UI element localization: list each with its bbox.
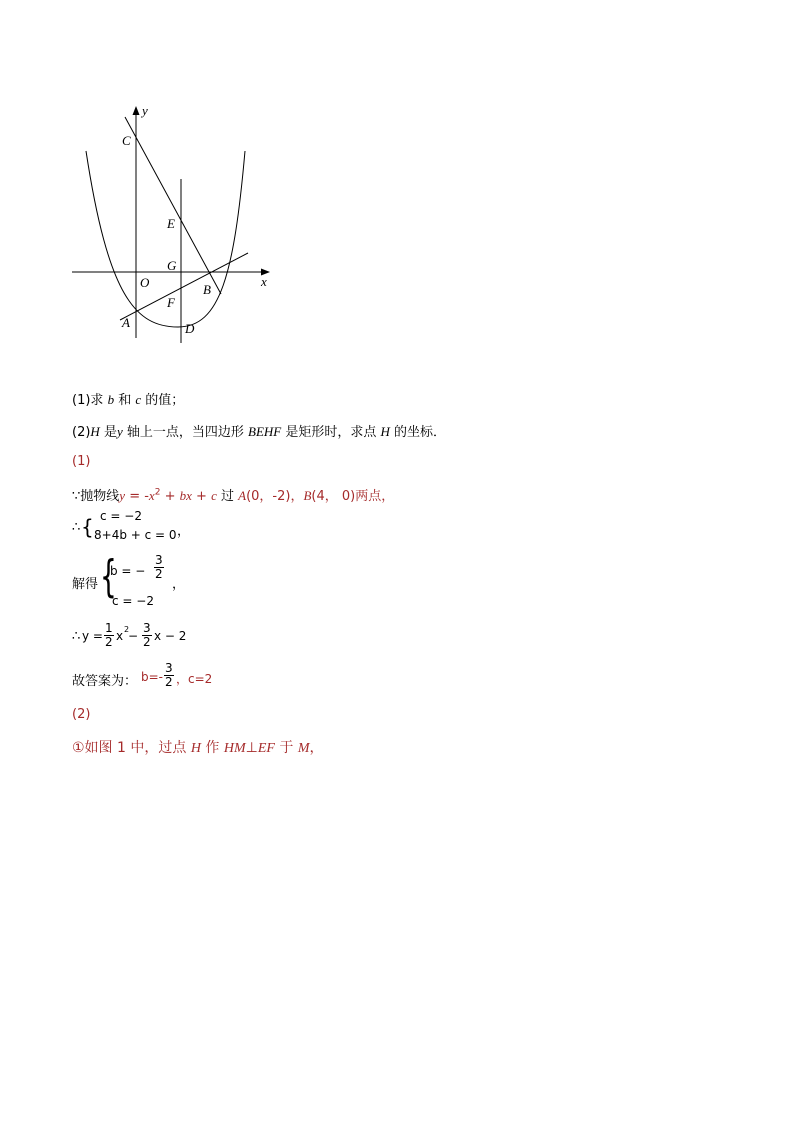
parabola-equation: $y = -x^2$ + bx + c — [119, 487, 217, 504]
system-1-top: c = −2 — [100, 509, 142, 523]
q2-number: (2) — [72, 425, 91, 440]
question-2: (2)H 是y 轴上一点，当四边形 BEHF 是矩形时，求点 H 的坐标． — [72, 424, 447, 440]
label-f: F — [167, 295, 175, 310]
answer-part-1-header: (1) — [72, 454, 91, 469]
label-y: y — [142, 103, 148, 118]
answer-step-1: ①如图 1 中，过点 H 作 HM⊥EF 于 M， — [72, 740, 324, 756]
label-e: E — [167, 216, 175, 231]
label-b: B — [203, 282, 211, 297]
q1-number: (1) — [72, 393, 91, 408]
parabola-curve — [86, 151, 245, 327]
label-x: x — [261, 274, 267, 289]
answer-line-parabola: ∵抛物线$y = -x^2$ + bx + c 过 A(0，-2)，B(4， 0)两点， — [72, 487, 395, 504]
parabola-figure — [60, 95, 290, 355]
brace-1: { — [81, 515, 94, 539]
system-1-bottom: 8+4b + c = 0 — [94, 528, 177, 542]
label-d: D — [185, 321, 195, 336]
label-a: A — [122, 315, 130, 330]
system-2: 解得 { b = − 3 2 ， c = −2 — [72, 551, 186, 608]
answer-part-2-header: (2) — [72, 707, 91, 722]
question-1: (1)求 b 和 c 的值； — [72, 392, 185, 408]
label-c: C — [122, 133, 131, 148]
brace-2: { — [100, 551, 117, 602]
label-g: G — [167, 258, 177, 273]
label-o: O — [140, 275, 150, 290]
y-axis-arrow — [133, 106, 140, 115]
